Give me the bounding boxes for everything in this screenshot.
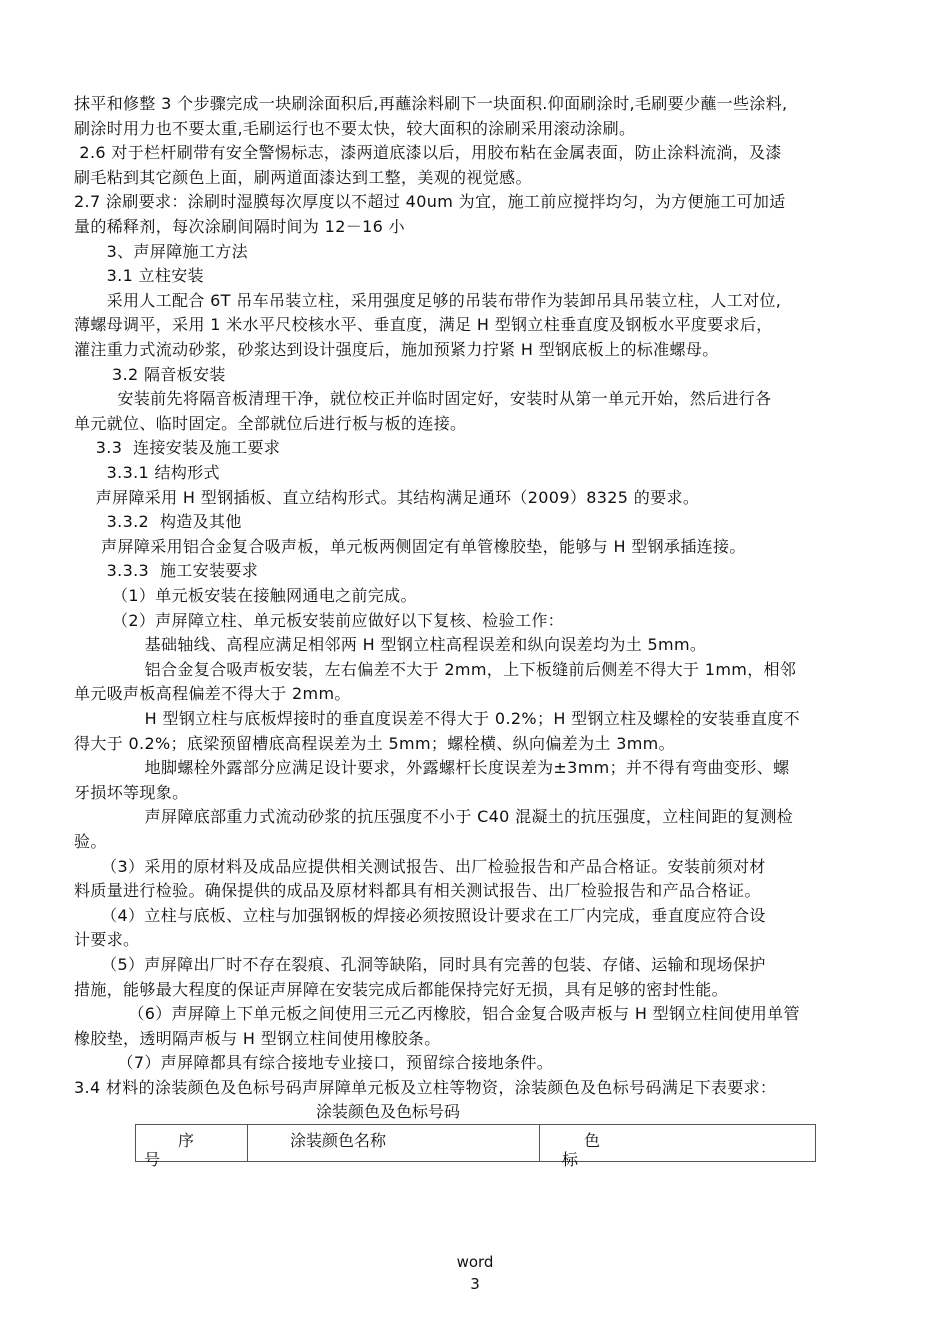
body-line: （3）采用的原材料及成品应提供相关测试报告、出厂检验报告和产品合格证。安装前须对材 [74,856,766,876]
body-line: 单元吸声板高程偏差不得大于 2mm。 [74,684,351,704]
cut-off-char-2 [562,1150,592,1169]
table-caption: 涂装颜色及色标号码 [316,1102,461,1121]
body-line: 声屏障采用 H 型钢插板、直立结构形式。其结构满足通环（2009）8325 的要求。 [74,487,700,507]
body-line: （5）声屏障出厂时不存在裂痕、孔洞等缺陷，同时具有完善的包装、存储、运输和现场保护 [74,955,766,974]
body-line: 抹平和修整 3 个步骤完成一块刷涂面积后,再蘸涂料刷下一块面积.仰面刷涂时,毛刷要少蘸一些涂料, [74,94,788,113]
body-line: H 型钢立柱与底板焊接时的垂直度误差不得大于 0.2%；H 型钢立柱及螺栓的安装垂直度不 [74,709,801,728]
body-line: 验。 [74,832,107,851]
body-line: 薄螺母调平，采用 1 米水平尺校核水平、垂直度，满足 H 型钢立柱垂直度及钢板水平度要求后， [74,315,773,335]
body-line: 铝合金复合吸声板安装，左右偏差不大于 2mm，上下板缝前后侧差不得大于 1mm，相邻 [74,659,797,679]
body-line: （4）立柱与底板、立柱与加强钢板的焊接必须按照设计要求在工厂内完成，垂直度应符合设 [74,905,766,925]
body-line: 3.3 连接安装及施工要求 [74,438,281,458]
body-line: 3.3.3 施工安装要求 [74,561,259,581]
body-line: 安装前先将隔音板清理干净，就位校正并临时固定好，安装时从第一单元开始，然后进行各 [74,389,772,409]
body-line: 2.7 涂刷要求：涂刷时湿膜每次厚度以不超过 40um 为宜，施工前应搅拌均匀，为方便施工可加适 [74,192,786,212]
body-line: （2）声屏障立柱、单元板安装前应做好以下复核、检验工作： [74,610,565,630]
body-line: 措施，能够最大程度的保证声屏障在安装完成后都能保持完好无损，具有足够的密封性能。 [74,979,729,999]
body-line: 灌注重力式流动砂浆，砂浆达到设计强度后，施加预紧力拧紧 H 型钢底板上的标准螺母。 [74,340,719,359]
body-line: 地脚螺栓外露部分应满足设计要求，外露螺杆长度误差为±3mm；并不得有弯曲变形、螺 [74,758,790,778]
body-line: 橡胶垫，透明隔声板与 H 型钢立柱间使用橡胶条。 [74,1028,441,1048]
body-line: 声屏障底部重力式流动砂浆的抗压强度不小于 C40 混凝土的抗压强度，立柱间距的复测检 [74,807,794,827]
body-line: 采用人工配合 6T 吊车吊装立柱，采用强度足够的吊装布带作为装卸吊具吊装立柱，人工对位, [74,290,782,310]
body-line: 3.2 隔音板安装 [74,364,226,384]
cut-off-char-2-text: 标 [562,1150,579,1169]
body-line: 2.6 对于栏杆刷带有安全警惕标志，漆两道底漆以后，用胶布粘在金属表面，防止涂料流淌，及漆 [74,143,782,163]
header-number-label: 序 [178,1131,195,1150]
header-color-code-label: 色 [584,1131,601,1150]
body-line: 料质量进行检验。确保提供的成品及原材料都具有相关测试报告、出厂检验报告和产品合格证。 [74,881,761,901]
body-line: （1）单元板安装在接触网通电之前完成。 [74,586,417,605]
body-line: 3.3.1 结构形式 [74,463,220,482]
body-line: （6）声屏障上下单元板之间使用三元乙丙橡胶，铝合金复合吸声板与 H 型钢立柱间使用单管 [74,1004,800,1024]
header-color-name-label: 涂装颜色名称 [290,1131,387,1150]
body-line: 计要求。 [74,930,140,950]
body-line: 3.1 立柱安装 [74,266,204,286]
body-line: 牙损坏等现象。 [74,782,189,802]
body-line: 声屏障采用铝合金复合吸声板，单元板两侧固定有单管橡胶垫，能够与 H 型钢承插连接。 [74,536,746,556]
footer-label: word [456,1253,494,1271]
body-line: 量的稀释剂，每次涂刷间隔时间为 12－16 小 [74,217,405,236]
body-line: 3.3.2 构造及其他 [74,512,242,532]
table-header-row [136,1125,816,1162]
body-line: （7）声屏障都具有综合接地专业接口，预留综合接地条件。 [74,1053,554,1073]
body-line: 基础轴线、高程应满足相邻两 H 型钢立柱高程误差和纵向误差均为土 5mm。 [74,635,707,655]
body-line: 单元就位、临时固定。全部就位后进行板与板的连接。 [74,413,467,433]
cut-off-char-1-text: 号 [144,1150,161,1169]
cut-off-char-1 [144,1150,174,1169]
body-line: 3.4 材料的涂装颜色及色标号码声屏障单元板及立柱等物资，涂装颜色及色标号码满足下表要求： [74,1078,777,1097]
body-line: 3、声屏障施工方法 [74,241,248,261]
header-cell-color-name [248,1125,540,1162]
page-number: 3 [470,1275,480,1293]
body-line: 刷毛粘到其它颜色上面，刷两道面漆达到工整，美观的视觉感。 [74,167,532,187]
body-line: 刷涂时用力也不要太重,毛刷运行也不要太快，较大面积的涂刷采用滚动涂刷。 [74,118,636,138]
body-line: 得大于 0.2%；底梁预留槽底高程误差为土 5mm；螺栓横、纵向偏差为土 3mm。 [74,733,675,753]
color-code-table [135,1124,816,1162]
